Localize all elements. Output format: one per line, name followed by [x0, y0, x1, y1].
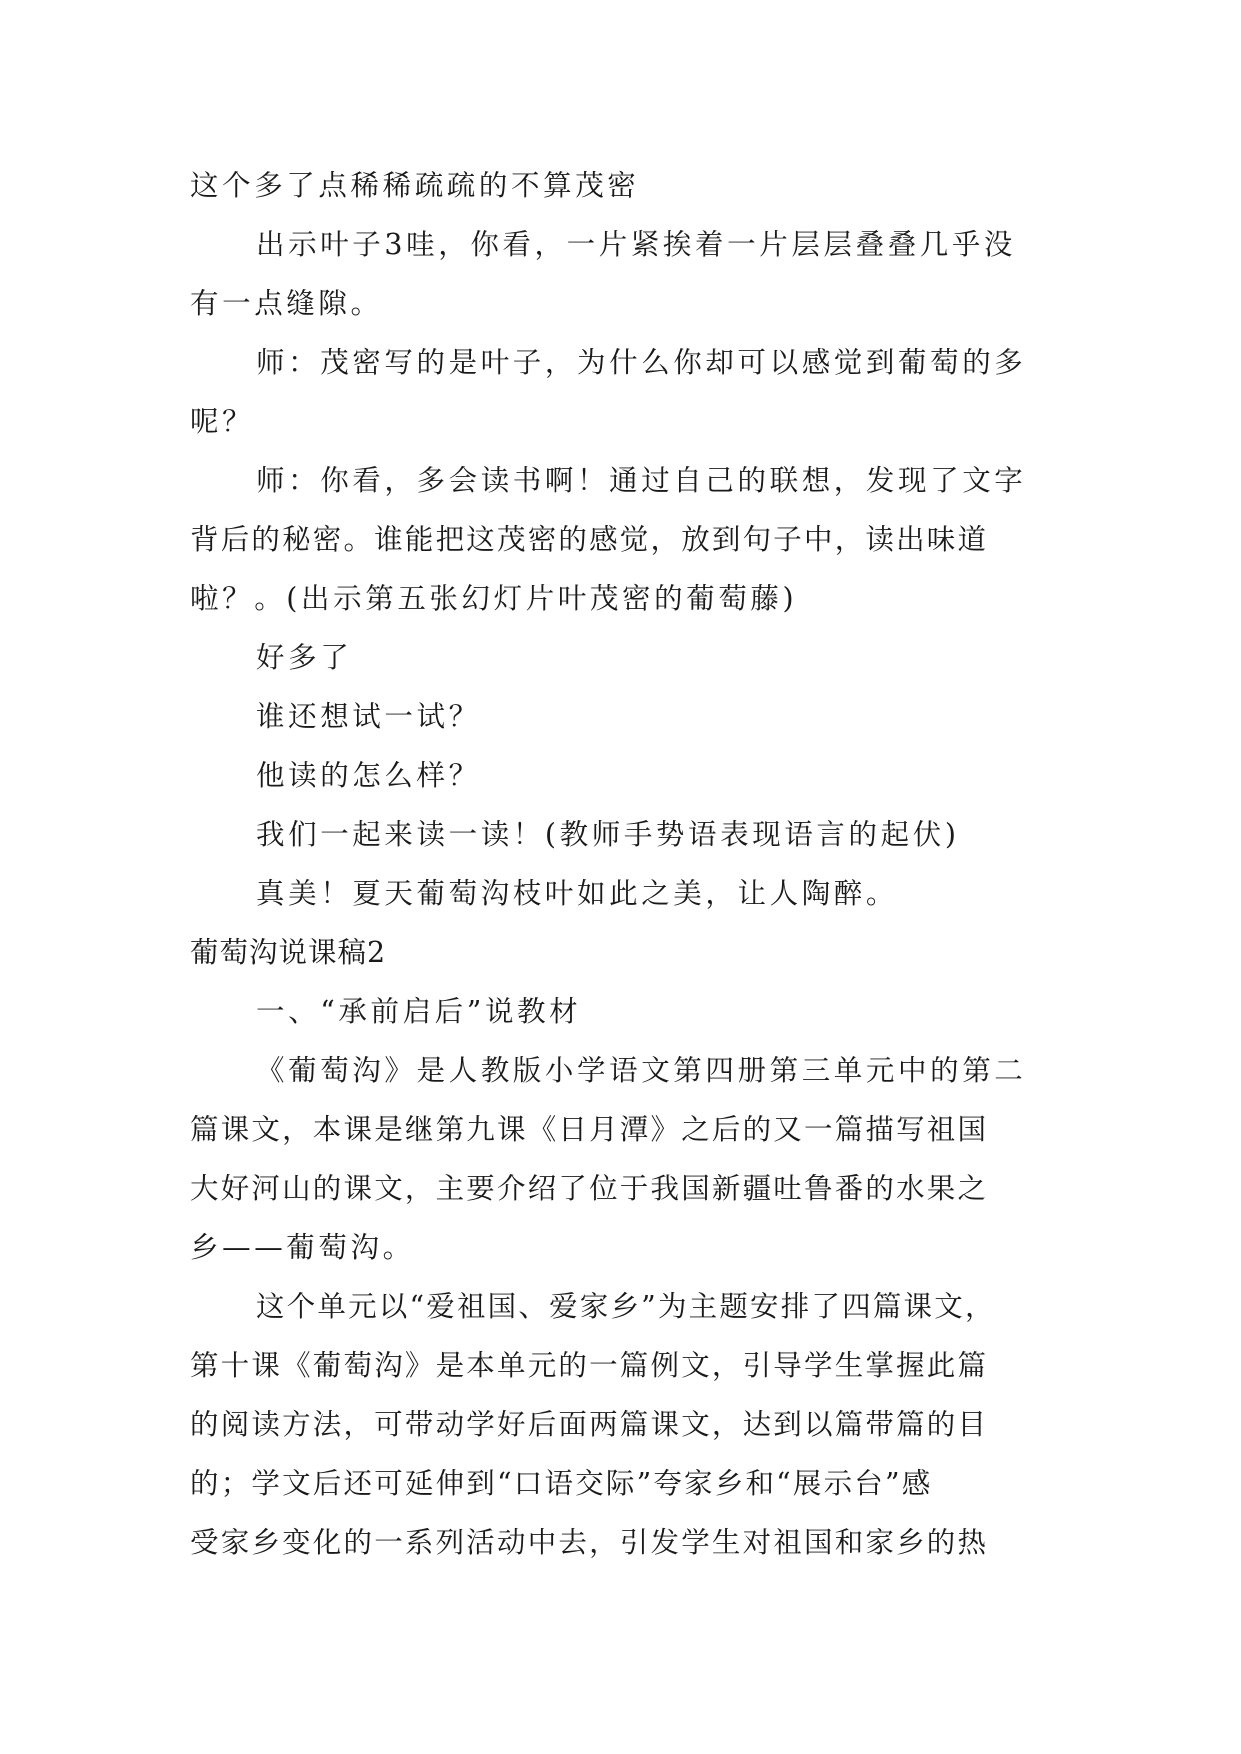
- text-line: 篇课文，本课是继第九课《日月潭》之后的又一篇描写祖国: [190, 1113, 989, 1146]
- text-line: 好多了: [256, 641, 353, 674]
- section-heading: 葡萄沟说课稿2: [190, 936, 387, 969]
- text-line: 大好河山的课文，主要介绍了位于我国新疆吐鲁番的水果之: [190, 1172, 989, 1205]
- text-line: 师：茂密写的是叶子，为什么你却可以感觉到葡萄的多: [256, 346, 1027, 379]
- text-line: 啦？。(出示第五张幻灯片叶茂密的葡萄藤): [190, 582, 798, 615]
- text-line: 受家乡变化的一系列活动中去，引发学生对祖国和家乡的热: [190, 1526, 989, 1559]
- text-line: 呢？: [190, 405, 255, 438]
- text-line: 《葡萄沟》是人教版小学语文第四册第三单元中的第二: [256, 1054, 1027, 1087]
- text-line: 师：你看，多会读书啊！通过自己的联想，发现了文字: [256, 464, 1027, 497]
- text-line: 这个单元以“爱祖国、爱家乡”为主题安排了四篇课文，: [256, 1290, 996, 1323]
- subsection-heading: 一、“承前启后”说教材: [256, 995, 582, 1028]
- text-line: 谁还想试一试？: [256, 700, 481, 733]
- document-body: [190, 156, 1060, 1572]
- text-line: 有一点缝隙。: [190, 287, 383, 320]
- text-line: 他读的怎么样？: [256, 759, 481, 792]
- text-line: 背后的秘密。谁能把这茂密的感觉，放到句子中，读出味道: [190, 523, 989, 556]
- text-line: 真美！夏天葡萄沟枝叶如此之美，让人陶醉。: [256, 877, 899, 910]
- text-line: 我们一起来读一读！(教师手势语表现语言的起伏): [256, 818, 960, 851]
- text-line: 第十课《葡萄沟》是本单元的一篇例文，引导学生掌握此篇: [190, 1349, 989, 1382]
- text-line: 乡——葡萄沟。: [190, 1231, 415, 1264]
- text-line: 这个多了点稀稀疏疏的不算茂密: [190, 169, 640, 202]
- text-line: 的阅读方法，可带动学好后面两篇课文，达到以篇带篇的目: [190, 1408, 989, 1441]
- text-line: 出示叶子3哇，你看，一片紧挨着一片层层叠叠几乎没: [256, 228, 1017, 261]
- text-line: 的；学文后还可延伸到“口语交际”夸家乡和“展示台”感: [190, 1467, 933, 1500]
